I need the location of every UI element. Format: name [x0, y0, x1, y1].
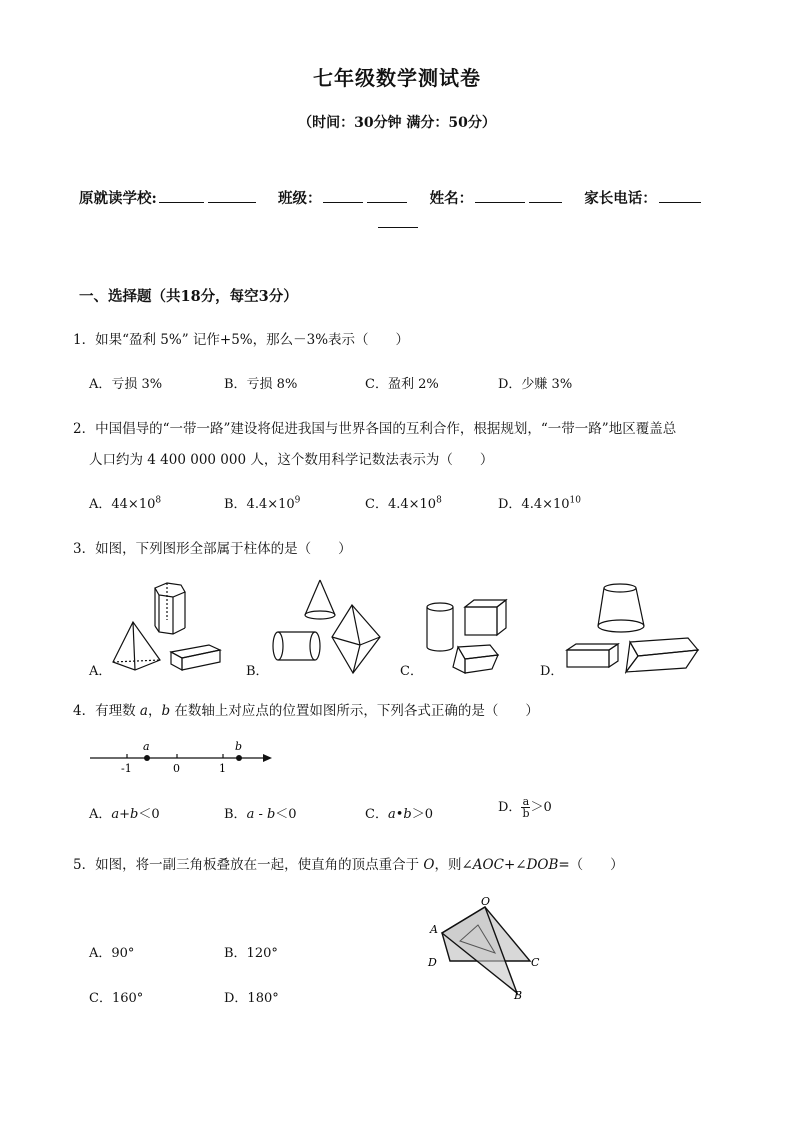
q3-figure-a — [105, 580, 230, 675]
q1-option-a[interactable]: A．亏损 3% — [89, 377, 163, 392]
q2-option-d[interactable] — [498, 493, 581, 512]
exponent: 9 — [294, 495, 301, 506]
point-a — [144, 755, 150, 761]
q5-option-c[interactable]: C．160° — [89, 991, 144, 1006]
class-blank-2[interactable] — [367, 188, 407, 203]
question-number: 2． — [73, 421, 96, 437]
q3-option-d[interactable]: D． — [540, 664, 564, 679]
q3-option-b[interactable]: B． — [246, 664, 269, 679]
exponent: 10 — [569, 495, 581, 506]
var-a: a — [139, 703, 148, 719]
option-label: A． — [89, 807, 112, 822]
question-3 — [73, 537, 352, 557]
option-expr: a - b — [246, 807, 276, 822]
var-o: O — [423, 857, 435, 873]
label-c: C — [531, 956, 540, 969]
point-b — [236, 755, 242, 761]
q2-option-c[interactable] — [365, 493, 442, 512]
q4-option-d[interactable] — [498, 796, 552, 819]
q3-figure-c — [420, 595, 520, 680]
label-a: A — [430, 923, 438, 936]
option-text: A．44×10 — [89, 497, 156, 512]
option-text: C．4.4×10 — [365, 497, 437, 512]
label-b: b — [235, 740, 243, 753]
section-title: 一、选择题（共18分，每空3分） — [79, 288, 298, 305]
q3-figure-b — [265, 575, 390, 680]
tick-label-1: 1 — [219, 762, 226, 775]
q4-option-c[interactable] — [365, 803, 433, 822]
fraction-numerator: a — [522, 795, 530, 808]
q5-option-a[interactable]: A．90° — [89, 946, 135, 961]
angle-aoc: AOC — [472, 857, 504, 873]
option-rel: ＞0 — [530, 800, 552, 815]
text-post: =（ ） — [558, 857, 624, 873]
class-blank[interactable] — [323, 188, 363, 203]
option-label: B． — [224, 807, 247, 822]
var-b: b — [161, 703, 171, 719]
question-text-pre: 如图，将一副三角板叠放在一起，使直角的顶点重合于 — [95, 857, 424, 873]
option-text: D．4.4×10 — [498, 497, 570, 512]
student-info-row — [79, 187, 703, 208]
question-2 — [73, 417, 676, 437]
option-label: C． — [365, 807, 388, 822]
tick-label-neg1: -1 — [121, 762, 132, 775]
school-blank[interactable] — [159, 188, 204, 203]
option-text: B．4.4×10 — [224, 497, 295, 512]
question-4 — [73, 699, 539, 719]
question-text-line1: 中国倡导的“一带一路”建设将促进我国与世界各国的互利合作，根据规划，“一带一路”地区覆盖总 — [95, 421, 677, 437]
label-o: O — [481, 895, 491, 908]
question-number: 4． — [73, 703, 96, 719]
name-label: 姓名： — [429, 190, 474, 207]
phone-blank-continued[interactable] — [378, 213, 418, 228]
page-subtitle: （时间：30分钟 满分：50分） — [298, 115, 496, 131]
option-rel: ＜0 — [138, 807, 160, 822]
option-rel: ＜0 — [275, 807, 297, 822]
phone-label: 家长电话： — [584, 190, 657, 207]
q4-option-b[interactable] — [224, 803, 297, 822]
option-label: D． — [498, 800, 522, 815]
name-blank[interactable] — [475, 188, 525, 203]
question-text-post: 在数轴上对应点的位置如图所示，下列各式正确的是（ ） — [170, 703, 539, 719]
label-d: D — [428, 956, 437, 969]
question-number: 5． — [73, 857, 96, 873]
q1-option-d[interactable]: D．少赚 3% — [498, 377, 573, 392]
question-text: 如果“盈利 5%” 记作+5%，那么－3%表示（ ） — [95, 332, 410, 348]
q3-figure-d — [560, 580, 705, 680]
phone-blank[interactable] — [659, 188, 701, 203]
q1-option-c[interactable]: C．盈利 2% — [365, 377, 439, 392]
school-blank-2[interactable] — [208, 188, 256, 203]
label-a: a — [143, 740, 150, 753]
plus: +∠ — [503, 857, 527, 873]
school-label: 原就读学校: — [79, 190, 157, 207]
question-5 — [73, 853, 624, 873]
question-number: 1． — [73, 332, 96, 348]
q3-option-c[interactable]: C． — [400, 664, 423, 679]
text-mid: ，则∠ — [434, 857, 473, 873]
comma: ， — [147, 703, 162, 719]
number-line — [85, 738, 280, 776]
question-text-line2: 人口约为 4 400 000 000 人，这个数用科学记数法表示为（ ） — [89, 452, 494, 468]
question-text-pre: 有理数 — [95, 703, 140, 719]
question-text: 如图，下列图形全部属于柱体的是（ ） — [95, 541, 352, 557]
triangle-figure — [420, 895, 550, 1005]
angle-dob: DOB — [526, 857, 559, 873]
option-rel: ＞0 — [411, 807, 433, 822]
q4-option-a[interactable] — [89, 803, 160, 822]
q2-option-a[interactable] — [89, 493, 161, 512]
q2-option-b[interactable] — [224, 493, 300, 512]
exponent: 8 — [155, 495, 162, 506]
question-number: 3． — [73, 541, 96, 557]
q1-option-b[interactable]: B．亏损 8% — [224, 377, 298, 392]
q3-option-a[interactable]: A． — [89, 664, 112, 679]
label-b: B — [514, 989, 523, 1002]
option-expr: a+b — [111, 807, 139, 822]
q5-option-b[interactable]: B．120° — [224, 946, 278, 961]
q5-option-d[interactable]: D．180° — [224, 991, 279, 1006]
tick-label-0: 0 — [173, 762, 180, 775]
fraction-denominator: b — [522, 807, 530, 820]
class-label: 班级： — [277, 190, 322, 207]
page-title: 七年级数学测试卷 — [313, 66, 481, 90]
question-1 — [73, 328, 409, 348]
exponent: 8 — [436, 495, 442, 506]
name-blank-2[interactable] — [529, 188, 562, 203]
option-expr: a•b — [387, 807, 412, 822]
